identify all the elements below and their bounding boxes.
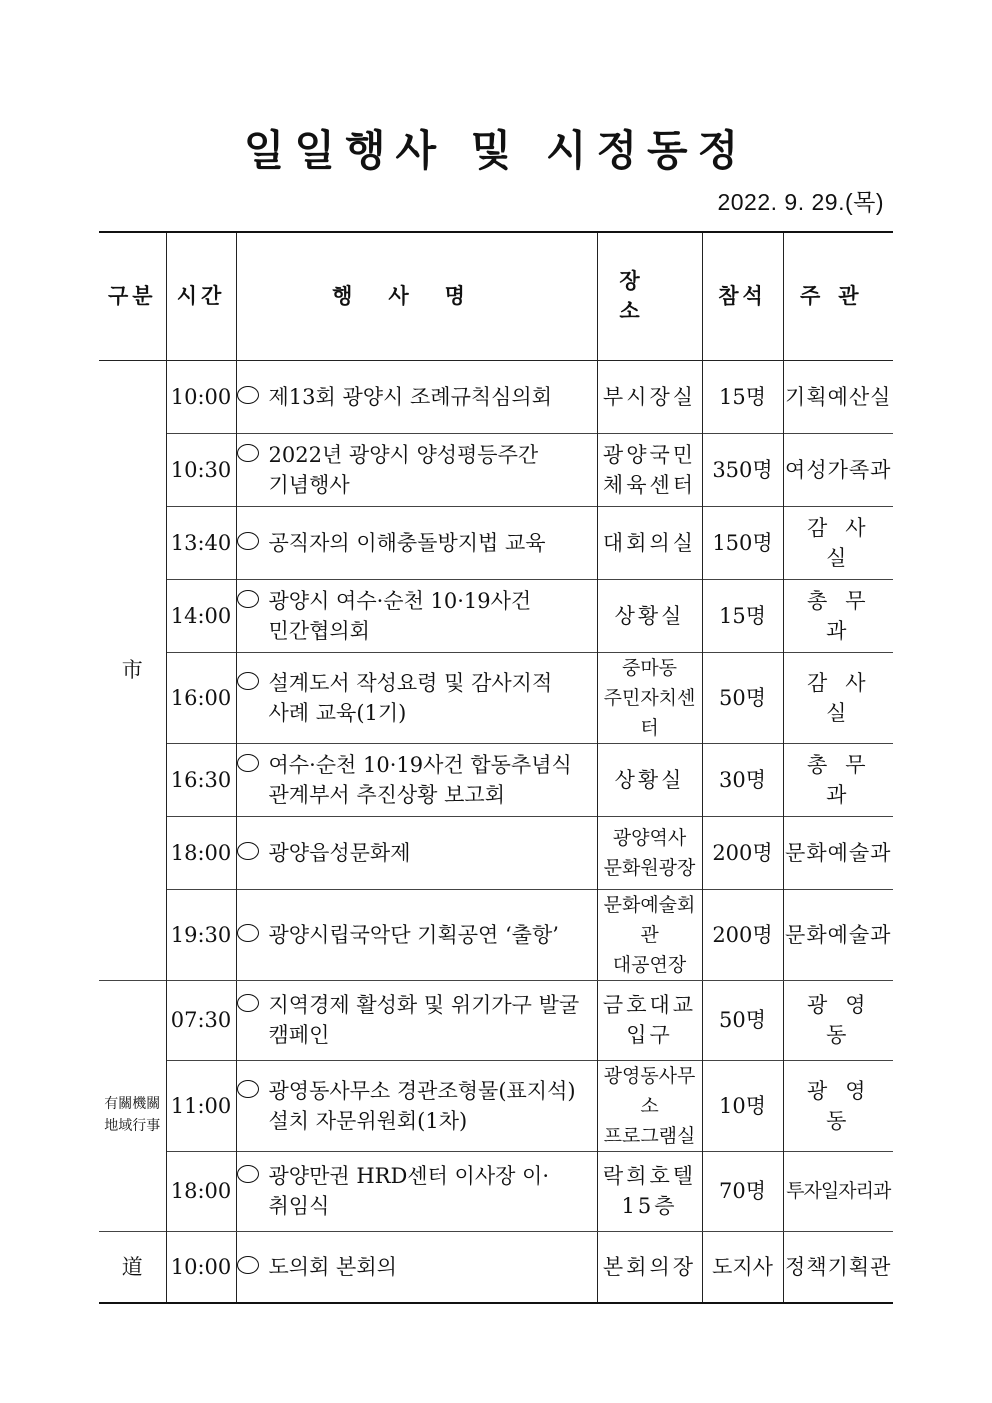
attendee-cell: 15명: [702, 360, 783, 433]
place-line: 상황실: [614, 603, 685, 628]
host-cell: 문화예술과: [783, 816, 893, 889]
event-name: 제13회 광양시 조례규칙심의회: [268, 384, 553, 409]
host-cell: 문화예술과: [783, 889, 893, 980]
schedule-table: [99, 231, 893, 1304]
event-cell: [236, 1151, 597, 1231]
event-cell: [236, 816, 597, 889]
attendee-cell: 15명: [702, 579, 783, 652]
place-line: 주민자치센터: [603, 686, 696, 739]
document-date: 2022. 9. 29.(목): [717, 189, 884, 215]
event-cell: [236, 889, 597, 980]
attendee-cell: 30명: [702, 743, 783, 816]
circle-bullet-icon: [237, 532, 259, 550]
header-event: 행사명: [236, 232, 597, 360]
time-cell: 14:00: [166, 579, 236, 652]
host-cell: 광영동: [783, 980, 893, 1060]
table-row: [99, 1231, 893, 1303]
time-cell: 19:30: [166, 889, 236, 980]
place-line: 프로그램실: [603, 1124, 696, 1147]
event-name: 지역경제 활성화 및 위기가구 발굴 캠페인: [268, 993, 580, 1047]
circle-bullet-icon: [237, 842, 259, 860]
category-cell: 道: [99, 1231, 166, 1303]
host-cell: 정책기획관: [783, 1231, 893, 1303]
table-row: [99, 433, 893, 506]
header-host: 주관: [783, 232, 893, 360]
time-cell: 16:30: [166, 743, 236, 816]
event-name: 광양만권 HRD센터 이사장 이·취임식: [268, 1164, 550, 1218]
event-name: 도의회 본회의: [268, 1254, 397, 1279]
place-cell: [597, 816, 702, 889]
table-header-row: [99, 232, 893, 360]
place-line: 체육센터: [602, 472, 697, 497]
time-cell: 11:00: [166, 1060, 236, 1151]
place-cell: [597, 506, 702, 579]
host-cell: 총무과: [783, 579, 893, 652]
circle-bullet-icon: [237, 386, 259, 404]
time-cell: 07:30: [166, 980, 236, 1060]
host-cell: 투자일자리과: [783, 1151, 893, 1231]
attendee-cell: 10명: [702, 1060, 783, 1151]
event-cell: [236, 1060, 597, 1151]
host-cell: 광영동: [783, 1060, 893, 1151]
event-cell: [236, 579, 597, 652]
host-cell: 여성가족과: [783, 433, 893, 506]
place-line: 광영동사무소: [603, 1064, 696, 1117]
host-cell: 감사실: [783, 652, 893, 743]
place-cell: [597, 360, 702, 433]
attendee-cell: 도지사: [702, 1231, 783, 1303]
category-cell: 市: [99, 360, 166, 980]
header-place: 장소: [597, 232, 702, 360]
category-cell: 有關機關 地域行事: [99, 980, 166, 1231]
place-line: 문화원광장: [603, 856, 696, 879]
attendee-cell: 150명: [702, 506, 783, 579]
time-cell: 18:00: [166, 816, 236, 889]
place-line: 중마동: [621, 656, 678, 679]
event-cell: [236, 652, 597, 743]
event-name: 광양시 여수·순천 10·19사건 민간협의회: [268, 588, 532, 643]
place-cell: [597, 433, 702, 506]
time-cell: 16:00: [166, 652, 236, 743]
schedule-body: [99, 360, 893, 1303]
circle-bullet-icon: [237, 1256, 259, 1274]
header-time: 시간: [166, 232, 236, 360]
place-line: 광양국민: [602, 442, 697, 467]
place-line: 입구: [626, 1023, 673, 1047]
place-cell: [597, 1151, 702, 1231]
host-cell: 감사실: [783, 506, 893, 579]
place-cell: [597, 652, 702, 743]
time-cell: 10:00: [166, 360, 236, 433]
table-row: [99, 652, 893, 743]
place-line: 대공연장: [612, 953, 687, 976]
event-cell: [236, 1231, 597, 1303]
place-line: 문화예술회관: [603, 893, 696, 946]
table-row: [99, 360, 893, 433]
host-cell: 기획예산실: [783, 360, 893, 433]
event-name: 광양읍성문화제: [268, 840, 411, 865]
table-row: [99, 889, 893, 980]
circle-bullet-icon: [237, 924, 259, 942]
place-cell: [597, 743, 702, 816]
time-cell: 10:00: [166, 1231, 236, 1303]
table-row: [99, 506, 893, 579]
place-cell: [597, 579, 702, 652]
attendee-cell: 70명: [702, 1151, 783, 1231]
event-name: 광영동사무소 경관조형물(표지석) 설치 자문위원회(1차): [268, 1078, 576, 1133]
place-line: 락희호텔: [602, 1164, 697, 1188]
place-line: 15층: [621, 1194, 678, 1218]
attendee-cell: 350명: [702, 433, 783, 506]
header-category: 구분: [99, 232, 166, 360]
event-cell: [236, 360, 597, 433]
circle-bullet-icon: [237, 754, 259, 772]
place-line: 상황실: [614, 767, 685, 792]
place-line: 본회의장: [602, 1254, 697, 1279]
time-cell: 13:40: [166, 506, 236, 579]
circle-bullet-icon: [237, 994, 259, 1012]
place-line: 금호대교: [602, 993, 697, 1017]
circle-bullet-icon: [237, 1080, 259, 1098]
attendee-cell: 50명: [702, 652, 783, 743]
circle-bullet-icon: [237, 672, 259, 690]
table-row: [99, 1151, 893, 1231]
circle-bullet-icon: [237, 444, 259, 462]
time-cell: 18:00: [166, 1151, 236, 1231]
table-row: [99, 743, 893, 816]
circle-bullet-icon: [237, 590, 259, 608]
table-row: [99, 1060, 893, 1151]
page-title: 일일행사 및 시정동정: [243, 126, 749, 175]
header-attendee: 참석: [702, 232, 783, 360]
host-cell: 총무과: [783, 743, 893, 816]
event-name: 공직자의 이해충돌방지법 교육: [268, 530, 546, 555]
place-line: 부시장실: [602, 384, 697, 409]
event-name: 여수·순천 10·19사건 합동추념식 관계부서 추진상황 보고회: [268, 752, 572, 807]
event-cell: [236, 506, 597, 579]
event-name: 2022년 광양시 양성평등주간 기념행사: [268, 442, 539, 497]
place-cell: [597, 1060, 702, 1151]
attendee-cell: 200명: [702, 889, 783, 980]
event-name: 광양시립국악단 기획공연 ‘출항’: [268, 922, 559, 947]
attendee-cell: 50명: [702, 980, 783, 1060]
place-line: 대회의실: [602, 530, 697, 555]
time-cell: 10:30: [166, 433, 236, 506]
event-cell: [236, 980, 597, 1060]
place-cell: [597, 889, 702, 980]
event-cell: [236, 433, 597, 506]
event-name: 설계도서 작성요령 및 감사지적 사례 교육(1기): [268, 670, 553, 725]
table-row: [99, 980, 893, 1060]
event-cell: [236, 743, 597, 816]
circle-bullet-icon: [237, 1165, 259, 1183]
table-row: [99, 816, 893, 889]
attendee-cell: 200명: [702, 816, 783, 889]
place-cell: [597, 1231, 702, 1303]
place-line: 광양역사: [612, 826, 687, 849]
place-cell: [597, 980, 702, 1060]
table-row: [99, 579, 893, 652]
